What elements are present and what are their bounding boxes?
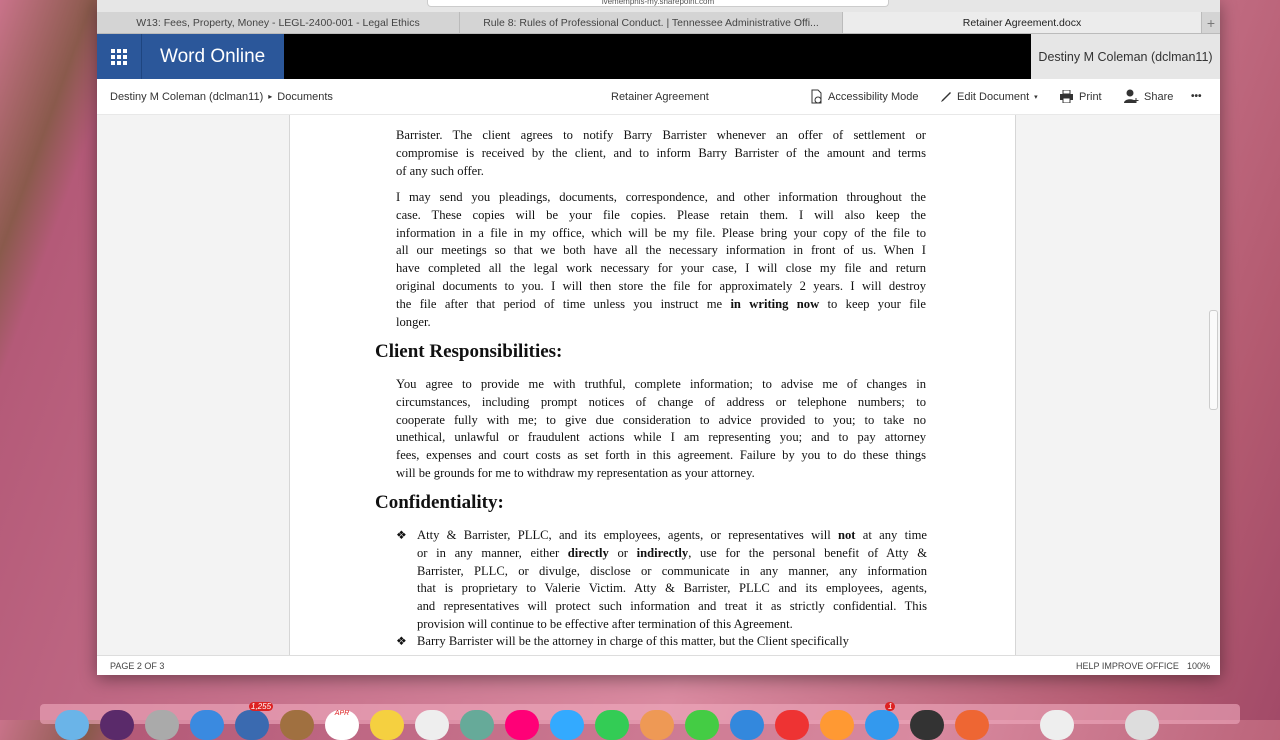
text-run: information in a file in my office, which will be my file. Please bring your copy of the file to bbox=[396, 225, 926, 240]
bullet-confidentiality bbox=[417, 527, 927, 634]
text-line bbox=[396, 376, 926, 394]
text-run: case. These copies will be your file copies. Please retain them. I will also keep the bbox=[396, 207, 926, 222]
text-line bbox=[396, 447, 926, 465]
downloads-icon[interactable] bbox=[1040, 710, 1074, 740]
app-store-badge: 1 bbox=[885, 702, 895, 711]
paragraph-settlement bbox=[396, 127, 926, 180]
accessibility-icon bbox=[810, 89, 823, 104]
calendar-icon[interactable]: APR bbox=[325, 710, 359, 740]
text-line bbox=[396, 242, 926, 260]
text-line bbox=[417, 616, 927, 634]
text-line bbox=[417, 563, 927, 581]
browser-toolbar bbox=[97, 0, 1220, 12]
music-icon[interactable] bbox=[775, 710, 809, 740]
text-run: will be grounds for me to withdraw my representation as your attorney. bbox=[396, 465, 755, 480]
tab-rule-8[interactable]: Rule 8: Rules of Professional Conduct. | Tennessee Administrative Offi... bbox=[460, 12, 843, 33]
app-launcher-button[interactable] bbox=[97, 34, 142, 79]
heading-confidentiality: Confidentiality: bbox=[375, 492, 504, 513]
chevron-down-icon: ▾ bbox=[1034, 93, 1038, 101]
text-line bbox=[396, 145, 926, 163]
text-run: Barrister. The client agrees to notify Barry Barrister whenever an offer of settlement or bbox=[396, 128, 926, 142]
text-line bbox=[417, 580, 927, 598]
text-line bbox=[396, 207, 926, 225]
text-run: original documents to you. I will then store the file for approximately 2 years. I will destroy bbox=[396, 278, 926, 293]
tab-legal-ethics[interactable]: W13: Fees, Property, Money - LEGL-2400-001 - Legal Ethics bbox=[97, 12, 460, 33]
share-button[interactable] bbox=[1124, 89, 1173, 104]
bullet-diamond-icon: ❖ bbox=[396, 634, 407, 648]
paragraph-client-responsibilities bbox=[396, 376, 926, 483]
text-line bbox=[417, 527, 927, 545]
maps-icon[interactable] bbox=[460, 710, 494, 740]
document-canvas bbox=[97, 115, 1220, 655]
document-page[interactable] bbox=[289, 115, 1016, 655]
photos-icon[interactable] bbox=[505, 710, 539, 740]
launchpad-icon[interactable] bbox=[145, 710, 179, 740]
reminders-icon[interactable] bbox=[415, 710, 449, 740]
waffle-icon bbox=[111, 49, 127, 65]
text-run: Barry Barrister will be the attorney in charge of this matter, but the Client specifically bbox=[417, 634, 849, 648]
bullet-attorney-in-charge bbox=[417, 633, 904, 651]
messages-icon[interactable] bbox=[550, 710, 584, 740]
books-icon[interactable] bbox=[820, 710, 854, 740]
browser-window bbox=[97, 0, 1220, 675]
keynote-icon[interactable] bbox=[730, 710, 764, 740]
text-line bbox=[396, 314, 926, 332]
trash-icon[interactable] bbox=[1125, 710, 1159, 740]
text-run: that is proprietary to Valerie Victim. Atty & Barrister, PLLC and its employees, agents, bbox=[417, 581, 927, 596]
zoom-level[interactable]: 100% bbox=[1187, 660, 1211, 671]
accessibility-mode-button[interactable] bbox=[810, 89, 918, 104]
text-run: provision will continue to be effective after termination of this Agreement. bbox=[417, 616, 793, 631]
app-icon[interactable] bbox=[955, 710, 989, 740]
text-run: or bbox=[608, 545, 637, 560]
text-line bbox=[396, 225, 926, 243]
text-line bbox=[396, 278, 926, 296]
text-line bbox=[417, 633, 904, 651]
text-run: longer. bbox=[396, 314, 431, 329]
text-run: compromise is received by the client, and to inform Barry Barrister of the amount and terms bbox=[396, 145, 926, 160]
command-bar bbox=[97, 79, 1220, 115]
bullet-diamond-icon: ❖ bbox=[396, 528, 407, 542]
system-preferences-icon[interactable] bbox=[910, 710, 944, 740]
edit-document-button[interactable] bbox=[940, 91, 1038, 103]
bold-text: indirectly bbox=[636, 545, 689, 560]
bold-text: in writing now bbox=[730, 296, 820, 311]
accessibility-label: Accessibility Mode bbox=[828, 90, 919, 103]
share-person-icon bbox=[1124, 89, 1139, 104]
text-run: You agree to provide me with truthful, complete information; to advise me of changes in bbox=[396, 377, 926, 391]
text-line bbox=[396, 127, 926, 145]
breadcrumb-documents[interactable]: Documents bbox=[277, 90, 333, 103]
new-tab-button[interactable]: + bbox=[1206, 14, 1216, 31]
status-bar bbox=[97, 655, 1220, 675]
text-line bbox=[396, 260, 926, 278]
bold-text: directly bbox=[567, 545, 609, 560]
vertical-scrollbar[interactable] bbox=[1209, 310, 1218, 410]
pages-icon[interactable] bbox=[640, 710, 674, 740]
text-line bbox=[396, 163, 926, 181]
header-spacer bbox=[284, 34, 1031, 79]
text-line bbox=[396, 429, 926, 447]
text-line bbox=[396, 412, 926, 430]
contacts-icon[interactable] bbox=[280, 710, 314, 740]
text-run: and representatives will protect such information and treat it as strictly confidential. This bbox=[417, 599, 927, 614]
word-header bbox=[97, 34, 1220, 79]
text-line bbox=[396, 296, 926, 314]
heading-client-responsibilities: Client Responsibilities: bbox=[375, 341, 563, 362]
text-run: circumstances, including prompt notices of change of address or telephone numbers; to bbox=[396, 394, 926, 409]
tab-bar bbox=[97, 12, 1220, 34]
text-run: the file after that period of time unless you instruct me bbox=[396, 296, 731, 311]
breadcrumb-separator-icon: ▸ bbox=[268, 92, 273, 101]
tab-retainer-agreement[interactable]: Retainer Agreement.docx bbox=[843, 12, 1202, 33]
text-run: , use for the personal benefit of Atty & bbox=[688, 545, 927, 560]
print-label: Print bbox=[1079, 90, 1102, 103]
text-run: of any such offer. bbox=[396, 163, 484, 178]
breadcrumb bbox=[110, 91, 333, 103]
finder-icon[interactable] bbox=[55, 710, 89, 740]
siri-icon[interactable] bbox=[100, 710, 134, 740]
notes-icon[interactable] bbox=[370, 710, 404, 740]
more-options-button[interactable]: ••• bbox=[1191, 91, 1202, 102]
print-button[interactable] bbox=[1059, 90, 1102, 103]
page-indicator: PAGE 2 OF 3 bbox=[110, 660, 165, 671]
text-run: have completed all the legal work necessary for your case, I will close my file and return bbox=[396, 261, 926, 276]
paragraph-file-copies bbox=[396, 189, 926, 331]
breadcrumb-user[interactable]: Destiny M Coleman (dclman11) bbox=[110, 90, 264, 103]
edit-document-label: Edit Document bbox=[957, 90, 1030, 103]
facetime-icon[interactable] bbox=[595, 710, 629, 740]
mail-badge: 1,255 bbox=[251, 702, 272, 711]
mac-dock bbox=[40, 704, 1240, 724]
text-run: I may send you pleadings, documents, correspondence, and other information throughout the bbox=[396, 190, 926, 204]
pencil-icon bbox=[940, 91, 952, 103]
address-bar[interactable]: ivememphis-my.sharepoint.com bbox=[427, 0, 889, 7]
bold-text: not bbox=[837, 528, 856, 542]
user-account[interactable]: Destiny M Coleman (dclman11) bbox=[1031, 34, 1220, 79]
document-title: Retainer Agreement bbox=[611, 90, 709, 103]
text-line bbox=[396, 189, 926, 207]
text-run: fees, expenses and court costs as set forth in this agreement. Failure by you to do these things bbox=[396, 448, 926, 463]
text-run: or in any manner, either bbox=[417, 545, 568, 560]
text-run: at any time bbox=[855, 528, 927, 542]
text-line bbox=[396, 465, 926, 483]
text-line bbox=[417, 545, 927, 563]
mail-icon[interactable] bbox=[235, 702, 272, 740]
text-run: cooperate fully with me; to give due consideration to advice provided to you; to take no bbox=[396, 412, 926, 427]
share-label: Share bbox=[1144, 90, 1174, 103]
text-run: Barrister, PLLC, or divulge, disclose or communicate in any manner, any information bbox=[417, 563, 927, 578]
app-name[interactable]: Word Online bbox=[142, 34, 284, 79]
help-improve-office-link[interactable]: HELP IMPROVE OFFICE bbox=[1076, 660, 1179, 671]
text-line bbox=[417, 598, 927, 616]
printer-icon bbox=[1059, 90, 1074, 103]
text-line bbox=[396, 394, 926, 412]
app-store-icon[interactable] bbox=[865, 702, 899, 740]
numbers-icon[interactable] bbox=[685, 710, 719, 740]
text-run: all our meetings so that we both have all the necessary information in front of us. When I bbox=[396, 243, 926, 258]
text-run: Atty & Barrister, PLLC, and its employees, agents, or representatives will bbox=[417, 528, 838, 542]
safari-icon[interactable] bbox=[190, 710, 224, 740]
text-run: unethical, unlawful or fraudulent actions while I am representing you; and to pay attorney bbox=[396, 430, 926, 445]
text-run: to keep your file bbox=[819, 296, 926, 311]
